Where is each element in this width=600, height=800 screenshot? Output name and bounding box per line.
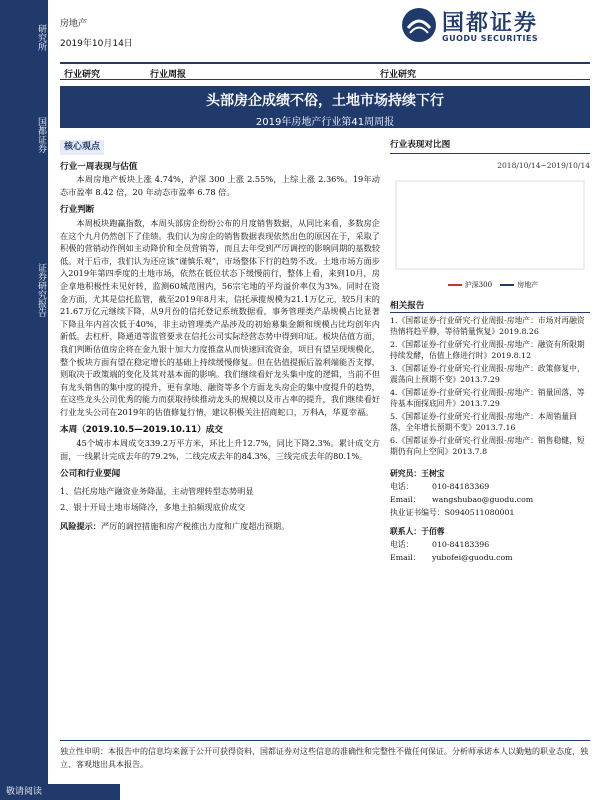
related-report[interactable]: 3.《国都证券-行业研究-行业周报-房地产：政策修复中，震荡向上预期不变》2013.7.29 [390,364,585,384]
report-date: 2019年10月14日 [60,39,133,49]
chart-heading: 行业表现对比图 [390,140,590,154]
legend-swatch-hs300 [448,284,462,286]
news-heading: 公司和行业要闻 [60,469,121,480]
contact-email[interactable]: yubofei@guodu.com [432,553,513,562]
tab-industry-research: 行业研究 [64,70,101,80]
news-item: 2、银十开局土地市场降冷，多地土拍频现底价成交 [60,502,246,513]
analyst-block-1 [390,467,590,519]
analyst-email[interactable]: wangshubao@guodu.com [432,495,534,504]
risk-label: 风险提示： [60,521,101,532]
guodu-logo [400,6,590,46]
email-label: Email： [390,553,421,562]
analyst-title: 研究员：王树宝 [390,469,445,478]
chart-date-range: 2018/10/14~2019/10/14 [497,161,590,170]
left-sidebar [0,0,48,800]
deal-text: 45个城市本周成交339.2万平方米，环比上升12.7%，同比下降2.3%。累计成交方面，一线累计完成去年的79.2%，二线完成去年的84.3%，三线完成去年的80.1%。 [60,438,380,461]
logo-en-text: GUODU SECURITIES [442,34,539,43]
title-banner [60,86,590,128]
related-report[interactable]: 4.《国都证券-行业研究-行业周报-房地产：销量回落，等待基本面探底回升》2013.7.29 [390,388,585,408]
logo-icon [400,6,438,44]
contact-phone: 010-84183396 [432,540,490,549]
judge-text: 本周板块跑赢指数，本周头部房企纷纷公布的月度销售数据，从同比来看，多数房企在这个九月仍然创下了佳绩。我们认为房企的销售数据表现依然出色的原因在于，采取了积极的营销动作例如主动降价和全员营销等，而且去年受到严厉调控的影响同期的基数较低。对于后市，我们认为还应该“谨慎乐观”，市场整体下行的趋势不改。土地市场方面步入2019年第四季度的土地市场，依然在低位状态下缓慢前行，整体上看，来到10月，房企拿地积极性未见好转，监测60城范围内，56宗宅地的平均溢价率仅为3%。同时在资金方面，尤其是信托监管，截至2019年8月末，信托承揽规模为21.1万亿元，较5月末的21.67万亿元继续下降，从9月份的信托登记系统数据看，事务管理类产品规模占比显著下降且年内首次低于40%，非主动管理类产品涉及的初始募集金额和规模占比均创年内新低。去杠杆、降通道等监管要求在信托公司实际经营态势中得到印证。板块估值方面，我们判断估值房企将在金九银十加大力度推盘从而快速回流资金，项目有望呈现规模化，整个板块方面有望在稳定增长的基础上持续缓慢修复。但在估值提振后盈利端能否支撑，则取决于政策端的变化及其对基本面的影响。我们继续看好龙头集中度的逻辑，当前不但有龙头销售的集中度的提升，更有拿地、融资等多个方面龙头房企的集中度提升的趋势，在这些龙头公司优秀的能力而获取持续推动龙头的规模以及市占率的提升，我们继续看好行业龙头公司在2019年的估值修复行情，建议积极关注招商蛇口，万科A，华夏幸福。 [60,217,380,417]
analyst-phone: 010-84183369 [432,482,490,491]
legend-label-hs300: 沪深300 [464,281,493,289]
related-report[interactable]: 1.《国都证券-行业研究-行业周报-房地产：市场对再融资热情将趋平静，等待销量恢复》2019.8.26 [390,316,585,336]
chart-legend [390,280,590,291]
industry-label: 房地产 [60,19,88,29]
sidebar-label-top: 研究所 [36,23,46,51]
footer-tag: 敬请阅读 [0,784,120,800]
analyst-cert: 执业证书编号：S0940511080001 [390,508,515,517]
related-report[interactable]: 2.《国都证券-行业研究-行业周报-房地产：融资有所限期持续发酵，估值上修进行时》2019.8.12 [390,340,585,360]
tab-row [60,62,590,80]
judge-heading: 行业判断 [60,205,95,216]
analyst-block-2 [390,525,590,564]
phone-label: 电话： [390,540,414,549]
related-heading: 相关报告 [390,301,590,313]
legend-swatch-realestate [500,284,514,286]
tab-industry-research-2: 行业研究 [380,70,417,80]
news-item: 1、信托房地产融资业务降温，主动管理转型态势明显 [60,485,254,496]
logo-cn-text: 国都证券 [442,11,539,36]
risk-text: 严厉的调控措施和房产税推出力度和广度超出预期。 [100,521,290,532]
tab-weekly: 行业周报 [150,70,187,80]
contact-title: 联系人：于佰蓉 [390,527,445,536]
related-report[interactable]: 5.《国都证券-行业研究-行业周报-房地产：本周销量回落，全年增长预期不变》2013.7.16 [390,412,577,432]
right-column [390,140,590,564]
related-report[interactable]: 6.《国都证券-行业研究-行业周报-房地产：销售稳健，短期仍有向上空间》2013.7.8 [390,436,585,456]
phone-label: 电话： [390,482,414,491]
core-label: 核心观点 [60,140,104,155]
risk-line [60,520,380,533]
weekly-heading: 行业一周表现与估值 [60,161,138,172]
footer-disclaimer: 独立性申明：本报告中的信息均来源于公开可获得资料，国都证券对这些信息的准确性和完整性不做任何保证。分析师承诺本人以勤勉的职业态度，独立、客观地出具本报告。 [60,740,590,771]
sidebar-label-mid: 国都证券 [36,117,46,153]
sidebar-label-bottom: 证券研究报告 [36,263,46,317]
email-label: Email： [390,495,421,504]
chart-plot-area [396,181,584,269]
legend-label-realestate: 房地产 [517,281,539,289]
deal-heading: 本周（2019.10.5—2019.10.11）成交 [60,425,223,436]
page-subtitle: 2019年房地产行业第41周周报 [255,117,395,128]
main-column [60,140,380,533]
page-title: 头部房企成绩不俗，土地市场持续下行 [206,93,444,109]
performance-chart [390,175,590,275]
weekly-text: 本周房地产板块上涨 4.74%，沪深 300 上涨 2.55%，上综上涨 2.36%。19年动态市盈率 8.42 倍，20 年动态市盈率 6.78 倍。 [60,174,380,197]
